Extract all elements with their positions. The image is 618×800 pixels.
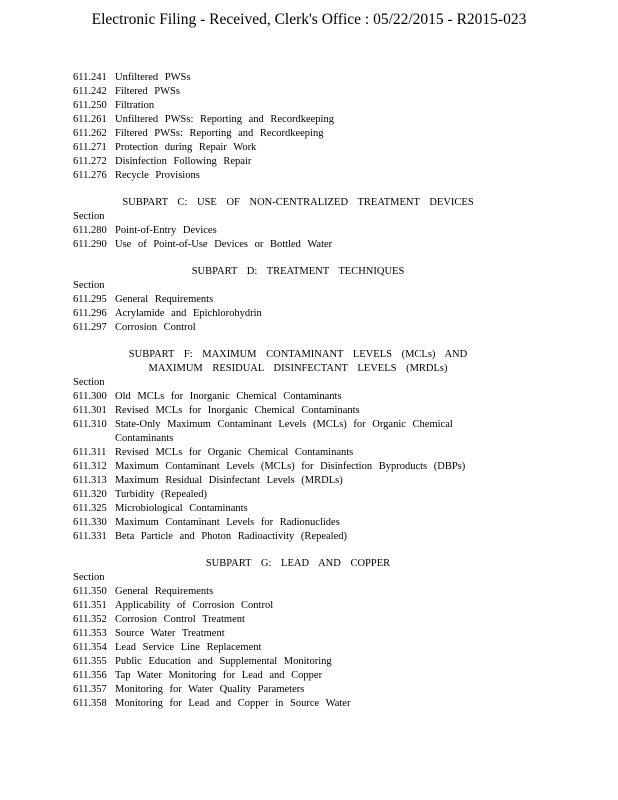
toc-entry [73,697,493,711]
toc-entry [73,516,493,530]
section-number: 611.355 [73,656,107,667]
section-title: Public Education and Supplemental Monitoring [115,656,332,667]
toc-group [73,265,493,335]
section-title: Turbidity (Repealed) [115,489,207,500]
section-number: 611.357 [73,684,107,695]
subpart-heading: SUBPART D: TREATMENT TECHNIQUES [191,266,405,277]
section-title: Maximum Contaminant Levels for Radionuclides [115,517,340,528]
section-title: Maximum Contaminant Levels (MCLs) for Disinfection Byproducts (DBPs) [115,461,466,472]
toc-entry [73,404,493,418]
section-number: 611.297 [73,322,107,333]
section-title: Tap Water Monitoring for Lead and Copper [115,670,323,681]
section-title: Corrosion Control [115,322,196,333]
toc-entry [73,71,493,85]
toc-entry [73,85,493,99]
section-title: Source Water Treatment [115,628,225,639]
toc-entry [73,585,493,599]
section-title: Old MCLs for Inorganic Chemical Contaminants [115,391,342,402]
section-title: Filtered PWSs [115,86,180,97]
section-title: General Requirements [115,586,214,597]
toc-entry [73,446,493,460]
section-number: 611.242 [73,86,107,97]
section-title: Point-of-Entry Devices [115,225,217,236]
toc-entry [73,641,493,655]
section-title: Lead Service Line Replacement [115,642,262,653]
section-title: Unfiltered PWSs [115,72,191,83]
toc-entry [73,683,493,697]
section-label: Section [73,377,105,388]
toc-entry [73,307,493,321]
toc-entry [73,474,493,488]
section-title: Filtration [115,100,155,111]
section-number: 611.301 [73,405,107,416]
filing-header: Electronic Filing - Received, Clerk's Office : 05/22/2015 - R2015-023 [91,11,527,28]
section-number: 611.353 [73,628,107,639]
toc-entry [73,488,493,502]
section-label: Section [73,572,105,583]
section-number: 611.354 [73,642,107,653]
section-number: 611.280 [73,225,107,236]
section-number: 611.262 [73,128,107,139]
subpart-heading: SUBPART C: USE OF NON-CENTRALIZED TREATMENT DEVICES [122,197,474,208]
section-number: 611.290 [73,239,107,250]
section-number: 611.276 [73,170,107,181]
toc-entry [73,113,493,127]
section-title: Applicability of Corrosion Control [115,600,274,611]
section-label: Section [73,211,105,222]
section-label: Section [73,280,105,291]
section-number: 611.313 [73,475,107,486]
section-number: 611.241 [73,72,107,83]
section-number: 611.330 [73,517,107,528]
toc-entry [73,169,493,183]
toc-group [73,557,493,711]
toc-entry [73,502,493,516]
section-number: 611.271 [73,142,107,153]
toc-entry [73,655,493,669]
section-number: 611.261 [73,114,107,125]
toc-entry [73,627,493,641]
section-number: 611.358 [73,698,107,709]
section-title: Monitoring for Water Quality Parameters [115,684,305,695]
toc-entry [73,238,493,252]
toc-entry [73,321,493,335]
toc-entry [73,390,493,404]
section-number: 611.311 [73,447,107,458]
section-title: Maximum Residual Disinfectant Levels (MRDLs) [115,475,343,486]
section-title: Disinfection Following Repair [115,156,252,167]
section-title: Recycle Provisions [115,170,200,181]
section-number: 611.350 [73,586,107,597]
section-title: State-Only Maximum Contaminant Levels (MCLs) for Organic Chemical Contaminants [115,419,453,444]
toc-group [73,71,493,183]
section-title: Use of Point-of-Use Devices or Bottled Water [115,239,333,250]
toc-entry [73,99,493,113]
section-title: Corrosion Control Treatment [115,614,245,625]
subpart-heading: SUBPART F: MAXIMUM CONTAMINANT LEVELS (MCLs) AND MAXIMUM RESIDUAL DISINFECTANT LEVELS (MRDLs) [128,349,468,374]
section-number: 611.325 [73,503,107,514]
section-title: Revised MCLs for Organic Chemical Contaminants [115,447,354,458]
toc-entry [73,613,493,627]
section-title: General Requirements [115,294,214,305]
section-title: Monitoring for Lead and Copper in Source Water [115,698,351,709]
section-title: Protection during Repair Work [115,142,257,153]
toc-entry [73,155,493,169]
section-title: Beta Particle and Photon Radioactivity (Repealed) [115,531,347,542]
toc-entry [73,127,493,141]
toc-entry [73,293,493,307]
subpart-heading: SUBPART G: LEAD AND COPPER [205,558,391,569]
section-title: Filtered PWSs: Reporting and Recordkeeping [115,128,324,139]
toc-entry [73,418,493,446]
toc-entry [73,599,493,613]
toc-group [73,348,493,544]
toc-entry [73,460,493,474]
section-number: 611.296 [73,308,107,319]
section-number: 611.312 [73,461,107,472]
section-number: 611.250 [73,100,107,111]
section-number: 611.272 [73,156,107,167]
section-title: Microbiological Contaminants [115,503,248,514]
section-number: 611.352 [73,614,107,625]
section-title: Acrylamide and Epichlorohydrin [115,308,262,319]
section-number: 611.295 [73,294,107,305]
section-number: 611.356 [73,670,107,681]
section-number: 611.331 [73,531,107,542]
toc-entry [73,224,493,238]
section-number: 611.300 [73,391,107,402]
table-of-contents [73,71,493,711]
section-title: Revised MCLs for Inorganic Chemical Contaminants [115,405,360,416]
toc-entry [73,669,493,683]
toc-group [73,196,493,252]
toc-entry [73,141,493,155]
section-number: 611.320 [73,489,107,500]
section-number: 611.310 [73,419,107,430]
toc-entry [73,530,493,544]
section-number: 611.351 [73,600,107,611]
section-title: Unfiltered PWSs: Reporting and Recordkeeping [115,114,334,125]
